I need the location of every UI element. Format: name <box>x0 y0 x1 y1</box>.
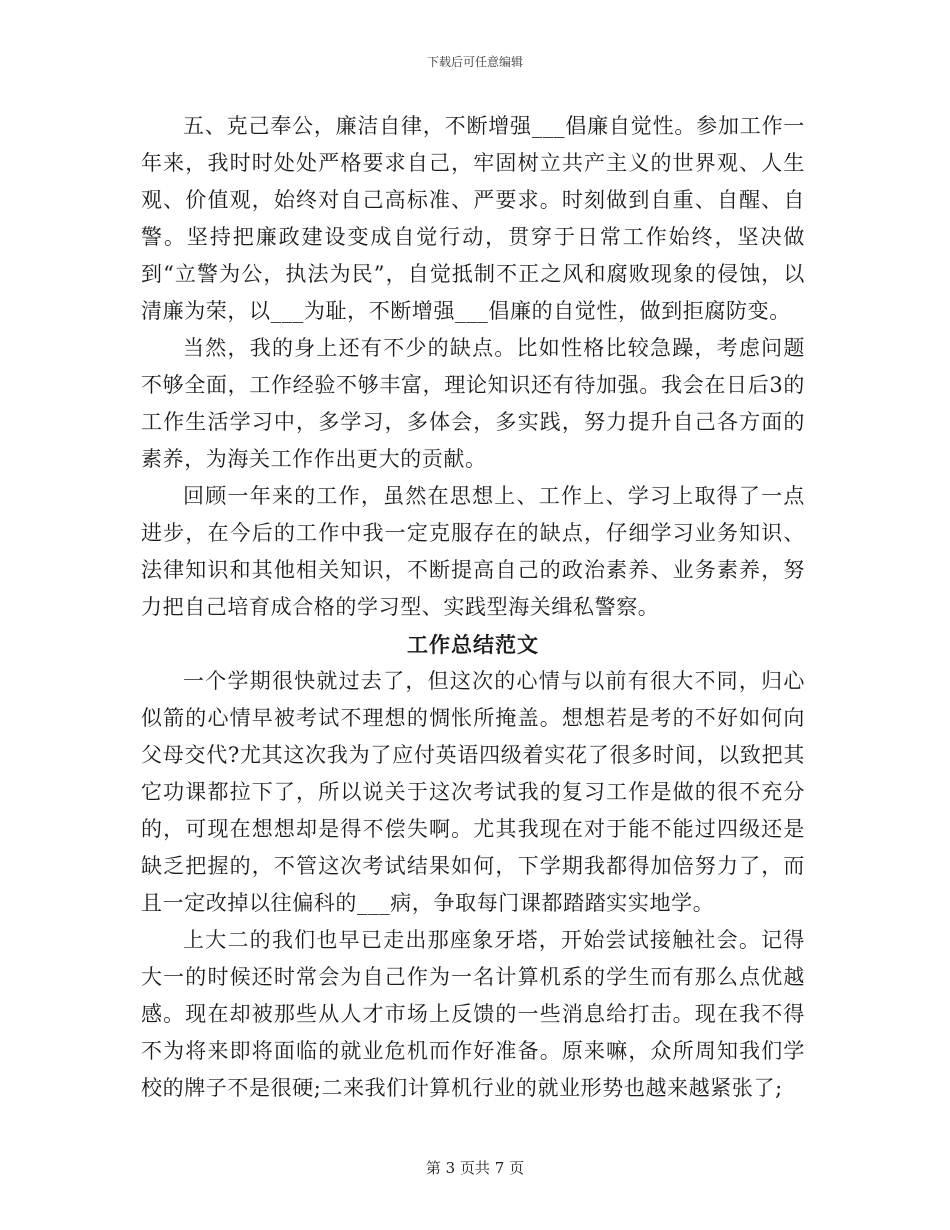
paragraph-shortcomings: 当然，我的身上还有不少的缺点。比如性格比较急躁，考虑问题不够全面，工作经验不够丰富，理论知识还有待加强。我会在日后3的工作生活学习中，多学习，多体会，多实践，努力提升自己各方面的素养，为海关工作作出更大的贡献。 <box>141 336 805 471</box>
paragraph-semester: 一个学期很快就过去了，但这次的心情与以前有很大不同，归心似箭的心情早被考试不理想的惆怅所掩盖。想想若是考的不好如何向父母交代?尤其这次我为了应付英语四级着实花了很多时间，以致把其它功课都拉下了，所以说关于这次考试我的复习工作是做的很不充分的，可现在想想却是得不偿失啊。尤其我现在对于能不能过四级还是缺乏把握的，不管这次考试结果如何，下学期我都得加倍努力了，而且一定改掉以往偏科的___病，争取每门课都踏踏实实地学。 <box>141 669 805 915</box>
paragraph-review: 回顾一年来的工作，虽然在思想上、工作上、学习上取得了一点进步，在今后的工作中我一定克服存在的缺点，仔细学习业务知识、法律知识和其他相关知识，不断提高自己的政治素养、业务素养，努力把自己培育成合格的学习型、实践型海关缉私警察。 <box>141 484 805 619</box>
page-number: 第 3 页共 7 页 <box>425 1159 525 1177</box>
section-title: 工作总结范文 <box>407 632 539 657</box>
paragraph-sophomore: 上大二的我们也早已走出那座象牙塔，开始尝试接触社会。记得大一的时候还时常会为自己作为一名计算机系的学生而有那么点优越感。现在却被那些从人才市场上反馈的一些消息给打击。现在我不得不为将来即将面临的就业危机而作好准备。原来嘛，众所周知我们学校的牌子不是很硬;二来我们计算机行业的就业形势也越来越紧张了; <box>141 928 805 1100</box>
page-header-note: 下载后可任意编辑 <box>426 55 523 69</box>
paragraph-integrity: 五、克己奉公，廉洁自律，不断增强___倡廉自觉性。参加工作一年来，我时时处处严格要求自己，牢固树立共产主义的世界观、人生观、价值观，始终对自己高标准、严要求。时刻做到自重、自醒、自警。坚持把廉政建设变成自觉行动，贯穿于日常工作始终，坚决做到“立警为公，执法为民”，自觉抵制不正之风和腐败现象的侵蚀，以清廉为荣，以___为耻，不断增强___倡廉的自觉性，做到拒腐防变。 <box>141 114 805 323</box>
document-body <box>141 108 805 1107</box>
